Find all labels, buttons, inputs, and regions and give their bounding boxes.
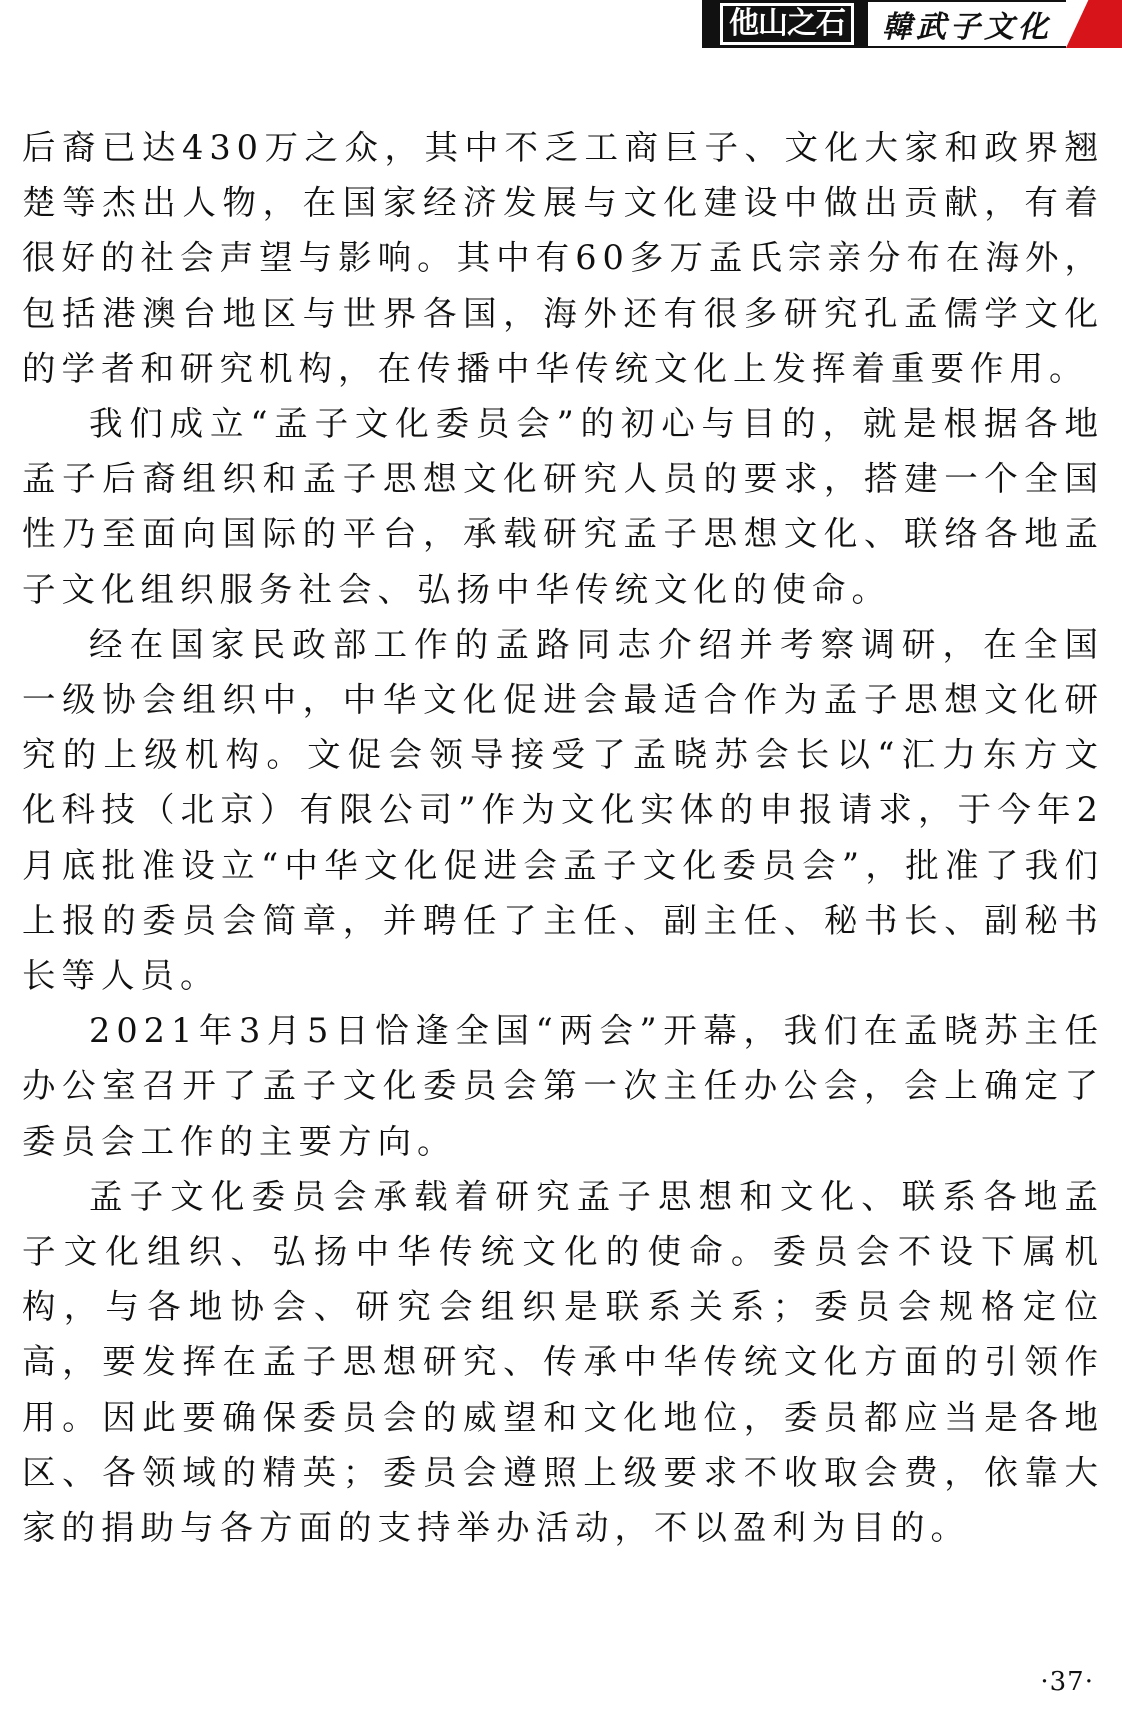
header-banner — [702, 0, 1122, 48]
page-number: ·37· — [1040, 1667, 1094, 1697]
paragraph: 2021年3月5日恰逢全国“两会”开幕，我们在孟晓苏主任办公室召开了孟子文化委员会第一次主任办公会，会上确定了委员会工作的主要方向。 — [22, 1011, 1104, 1161]
paragraph-continuation: 后裔已达430万之众，其中不乏工商巨子、文化大家和政界翘楚等杰出人物，在国家经济发展与文化建设中做出贡献，有着很好的社会声望与影响。其中有60多万孟氏宗亲分布在海外，包括港澳台地区与世界各国，海外还有很多研究孔孟儒学文化的学者和研究机构，在传播中华传统文化上发挥着重要作用。 — [22, 128, 1104, 388]
section-label-box — [702, 0, 868, 48]
paragraph: 我们成立“孟子文化委员会”的初心与目的，就是根据各地孟子后裔组织和孟子思想文化研究人员的要求，搭建一个全国性乃至面向国际的平台，承载研究孟子思想文化、联络各地孟子文化组织服务社会、弘扬中华传统文化的使命。 — [22, 404, 1104, 609]
column-title-box — [868, 0, 1066, 48]
column-title: 韓武子文化 — [882, 10, 1052, 45]
section-label: 他山之石 — [720, 3, 854, 45]
paragraph: 孟子文化委员会承载着研究孟子思想和文化、联系各地孟子文化组织、弘扬中华传统文化的使命。委员会不设下属机构，与各地协会、研究会组织是联系关系；委员会规格定位高，要发挥在孟子思想研究、传承中华传统文化方面的引领作用。因此要确保委员会的威望和文化地位，委员都应当是各地区、各领域的精英；委员会遵照上级要求不收取会费，依靠大家的捐助与各方面的支持举办活动，不以盈利为目的。 — [22, 1176, 1104, 1548]
article-body — [22, 120, 1104, 1555]
red-accent-stripe — [1066, 0, 1122, 48]
paragraph: 经在国家民政部工作的孟路同志介绍并考察调研，在全国一级协会组织中，中华文化促进会最适合作为孟子思想文化研究的上级机构。文促会领导接受了孟晓苏会长以“汇力东方文化科技（北京）有限公司”作为文化实体的申报请求，于今年2月底批准设立“中华文化促进会孟子文化委员会”，批准了我们上报的委员会简章，并聘任了主任、副主任、秘书长、副秘书长等人员。 — [22, 624, 1104, 996]
